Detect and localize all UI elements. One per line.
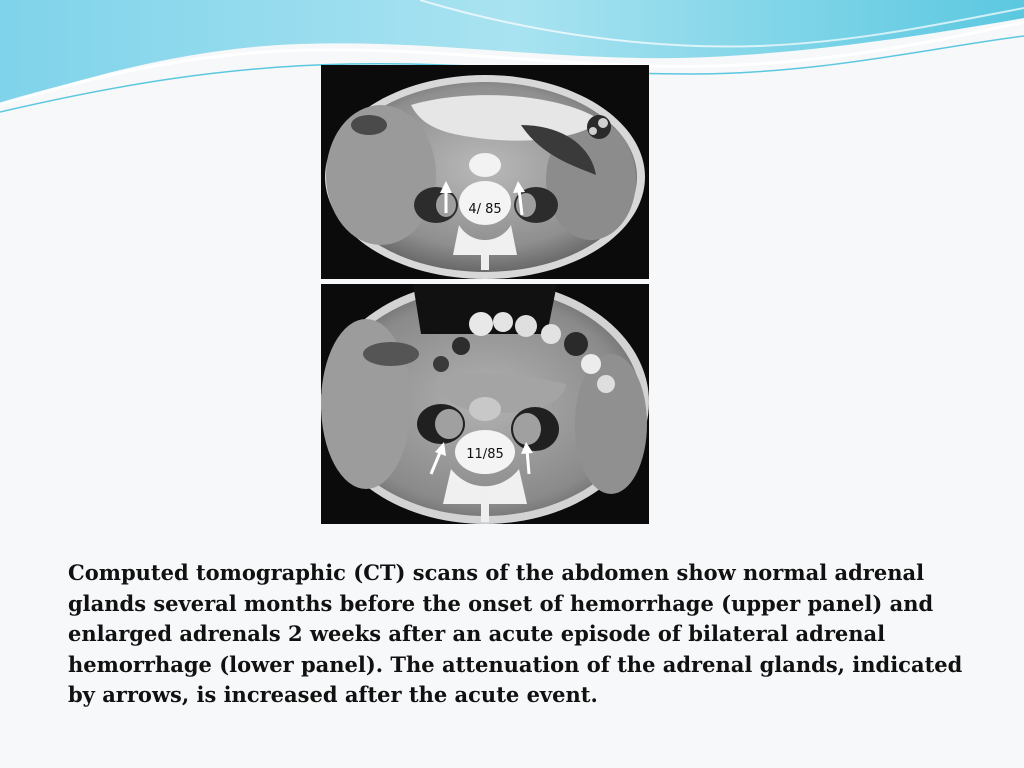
ct-scan-upper-date-label: 4/ 85 [468,202,502,217]
ct-scan-lower-panel [321,284,649,524]
ct-scan-upper-image [321,65,649,279]
ct-scan-lower-image [321,284,649,524]
ct-scan-upper-panel [321,65,649,279]
figure-caption: Computed tomographic (CT) scans of the abdomen show normal adrenal glands several months before the onset of hemorrhage (upper panel) and enlarged adrenals 2 weeks after an acute episode of bilateral adrenal hemorrhage (lower panel). The attenuation of the adrenal glands, indicated by arrows, is increased after the acute event. [68,560,963,707]
ct-scan-lower-date-label: 11/85 [466,447,504,462]
